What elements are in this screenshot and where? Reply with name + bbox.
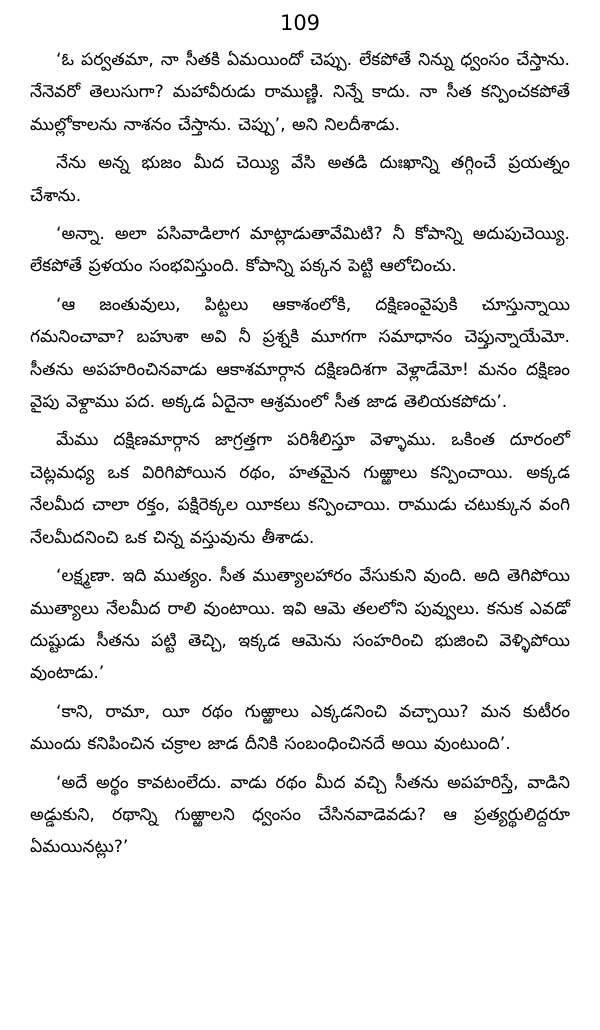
paragraph: ‘ఆ జంతువులు, పిట్టలు ఆకాశంలోకి, దక్షిణంవైపుకి చూస్తున్నాయి గమనించావా? బహుశా అవి నీ ప్రశ్నకి మూగగా సమాధానం చెప్తున్నాయేమో. సీతను అపహరించినవాడు ఆకాశమార్గాన దక్షిణదిశగా వెళ్లాడేమో! మనం దక్షిణం వైపు వెళ్దాము పద. అక్కడ ఏదైనా ఆశ్రమంలో సీత జాడ తెలియకపోదు’. <box>30 294 570 413</box>
paragraph: ‘లక్ష్మణా. ఇది ముత్యం. సీత ముత్యాలహారం వేసుకుని వుంది. అది తెగిపోయి ముత్యాలు నేలమీద రాలి వుంటాయి. ఇవి ఆమె తలలోని పువ్వులు. కనుక ఎవడో దుష్టుడు సీతను పట్టి తెచ్చి, ఇక్కడ ఆమెను సంహరించి భుజించి వెళ్ళిపోయి వుంటాడు.’ <box>30 566 570 684</box>
body-text <box>30 44 570 864</box>
paragraph: ‘కాని, రామా, యీ రథం గుఱ్ఱాలు ఎక్కడనించి వచ్చాయి? మన కుటీరం ముందు కనిపించిన చక్రాల జాడ దీనికి సంబంధించినదే అయి వుంటుంది’. <box>30 701 570 755</box>
paragraph: మేము దక్షిణమార్గాన జాగ్రత్తగా పరిశీలిస్తూ వెళ్ళాము. ఒకింత దూరంలో చెట్లమధ్య ఒక విరిగిపోయిన రథం, హతమైన గుఱ్ఱాలు కన్పించాయి. అక్కడ నేలమీద చాలా రక్తం, పక్షిరెక్కల యీకలు కన్పించాయి. రాముడు చటుక్కున వంగి నేలమీదనించి ఒక చిన్న వస్తువును తీశాడు. <box>30 430 570 548</box>
paragraph: నేను అన్న భుజం మీద చెయ్యి వేసి అతడి దుఃఖాన్ని తగ్గించే ప్రయత్నం చేశాను. <box>30 153 570 206</box>
paragraph: ‘అన్నా. అలా పసివాడిలాగ మాట్లాడుతావేమిటి? నీ కోపాన్ని అదుపుచెయ్యి. లేకపోతే ప్రళయం సంభవిస్తుంది. కోపాన్ని పక్కన పెట్టి ఆలోచించు. <box>30 224 570 277</box>
paragraph: ‘ఓ పర్వతమా, నా సీతకి ఏమయిందో చెప్పు. లేకపోతే నిన్ను ధ్వంసం చేస్తాను. నేనెవరో తెలుసుగా? మహావీరుడు రాముణ్ణి. నిన్నే కాదు. నా సీత కన్పించకపోతే ముల్లోకాలను నాశనం చేస్తాను. చెప్పు’, అని నిలదీశాడు. <box>30 50 570 135</box>
page-number: 109 <box>279 11 321 35</box>
paragraph: ‘అదే అర్థం కావటంలేదు. వాడు రథం మీద వచ్చి సీతను అపహరిస్తే, వాడిని అడ్డుకుని, రథాన్ని గుఱ్ఱాలని ధ్వంసం చేసినవాడెవడు? ఆ ప్రత్యర్థులిద్దరూ ఏమయినట్లు?’ <box>30 772 570 858</box>
